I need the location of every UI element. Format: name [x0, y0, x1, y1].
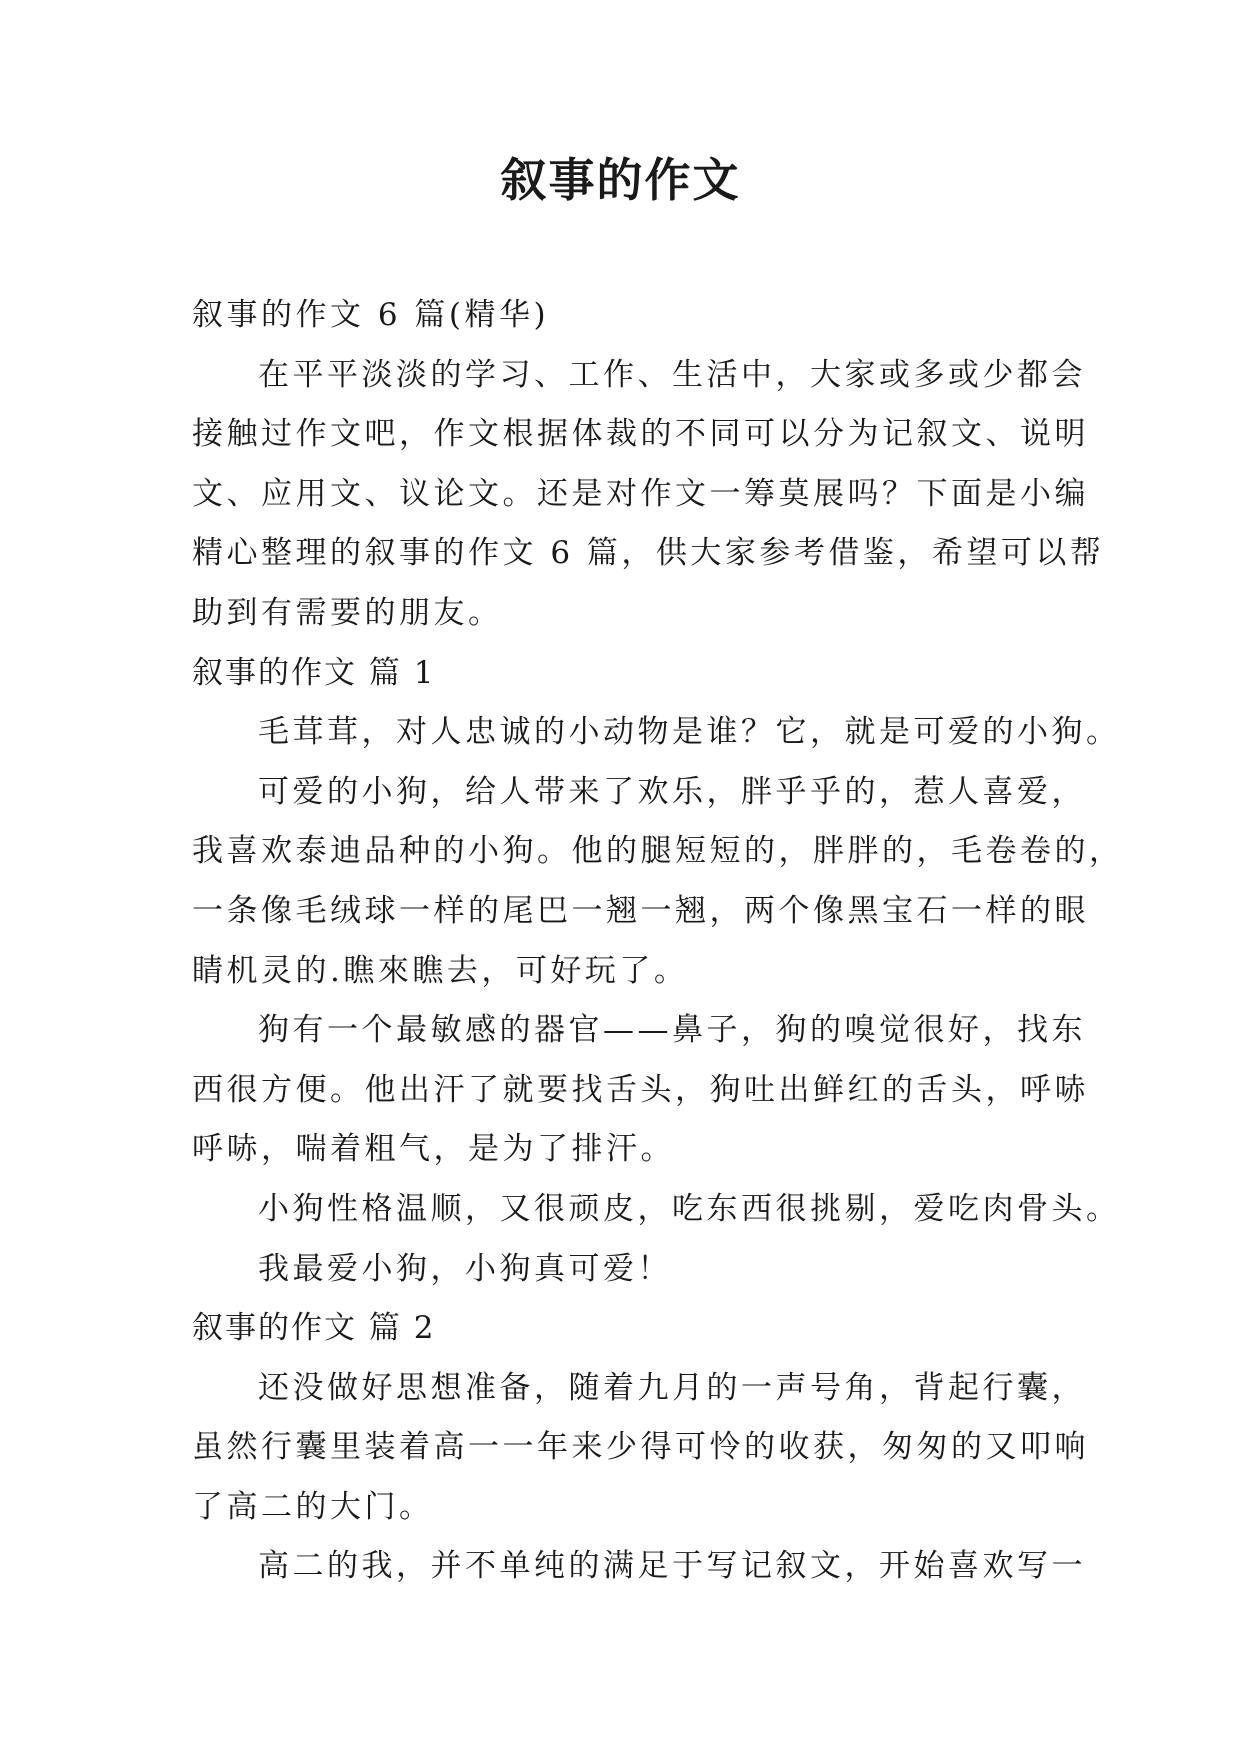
paragraph-line: 我喜欢泰迪品种的小狗。他的腿短短的，胖胖的，毛卷卷的， — [192, 833, 1124, 870]
paragraph-line: 在平平淡淡的学习、工作、生活中，大家或多或少都会 — [258, 356, 1086, 393]
paragraph-line: 呼哧，喘着粗气，是为了排汗。 — [192, 1131, 675, 1168]
paragraph-line: 了高二的大门。 — [192, 1488, 434, 1525]
paragraph-line: 高二的我，并不单纯的满足于写记叙文，开始喜欢写一 — [258, 1548, 1086, 1585]
paragraph-line: 一条像毛绒球一样的尾巴一翘一翘，两个像黑宝石一样的眼 — [192, 892, 1089, 929]
paragraph-line: 睛机灵的.瞧來瞧去，可好玩了。 — [192, 952, 689, 989]
document-body — [192, 286, 1124, 1597]
paragraph-line: 狗有一个最敏感的器官——鼻子，狗的嗅觉很好，找东 — [258, 1012, 1086, 1049]
section-heading: 叙事的作文 篇 1 — [192, 654, 436, 691]
paragraph-line: 文、应用文、议论文。还是对作文一筹莫展吗？下面是小编 — [192, 475, 1089, 512]
paragraph-line: 毛茸茸，对人忠诚的小动物是谁？它，就是可爱的小狗。 — [258, 714, 1121, 751]
paragraph-line: 虽然行囊里装着高一一年来少得可怜的收获，匆匆的又叩响 — [192, 1429, 1089, 1466]
paragraph-line: 小狗性格温顺，又很顽皮，吃东西很挑剔，爱吃肉骨头。 — [258, 1190, 1121, 1227]
paragraph-line: 我最爱小狗，小狗真可爱！ — [258, 1250, 672, 1287]
paragraph-line: 可爱的小狗，给人带来了欢乐，胖乎乎的，惹人喜爱， — [258, 773, 1086, 810]
paragraph-line: 还没做好思想准备，随着九月的一声号角，背起行囊， — [258, 1369, 1086, 1406]
paragraph-line: 接触过作文吧，作文根据体裁的不同可以分为记叙文、说明 — [192, 416, 1089, 453]
paragraph-line: 精心整理的叙事的作文 6 篇，供大家参考借鉴，希望可以帮 — [192, 535, 1105, 572]
section-heading: 叙事的作文 篇 2 — [192, 1310, 436, 1347]
paragraph-line: 助到有需要的朋友。 — [192, 594, 503, 631]
document-title: 叙事的作文 — [500, 153, 741, 207]
document-subtitle: 叙事的作文 6 篇(精华) — [192, 297, 550, 333]
paragraph-line: 西很方便。他出汗了就要找舌头，狗吐出鲜红的舌头，呼哧 — [192, 1071, 1089, 1108]
